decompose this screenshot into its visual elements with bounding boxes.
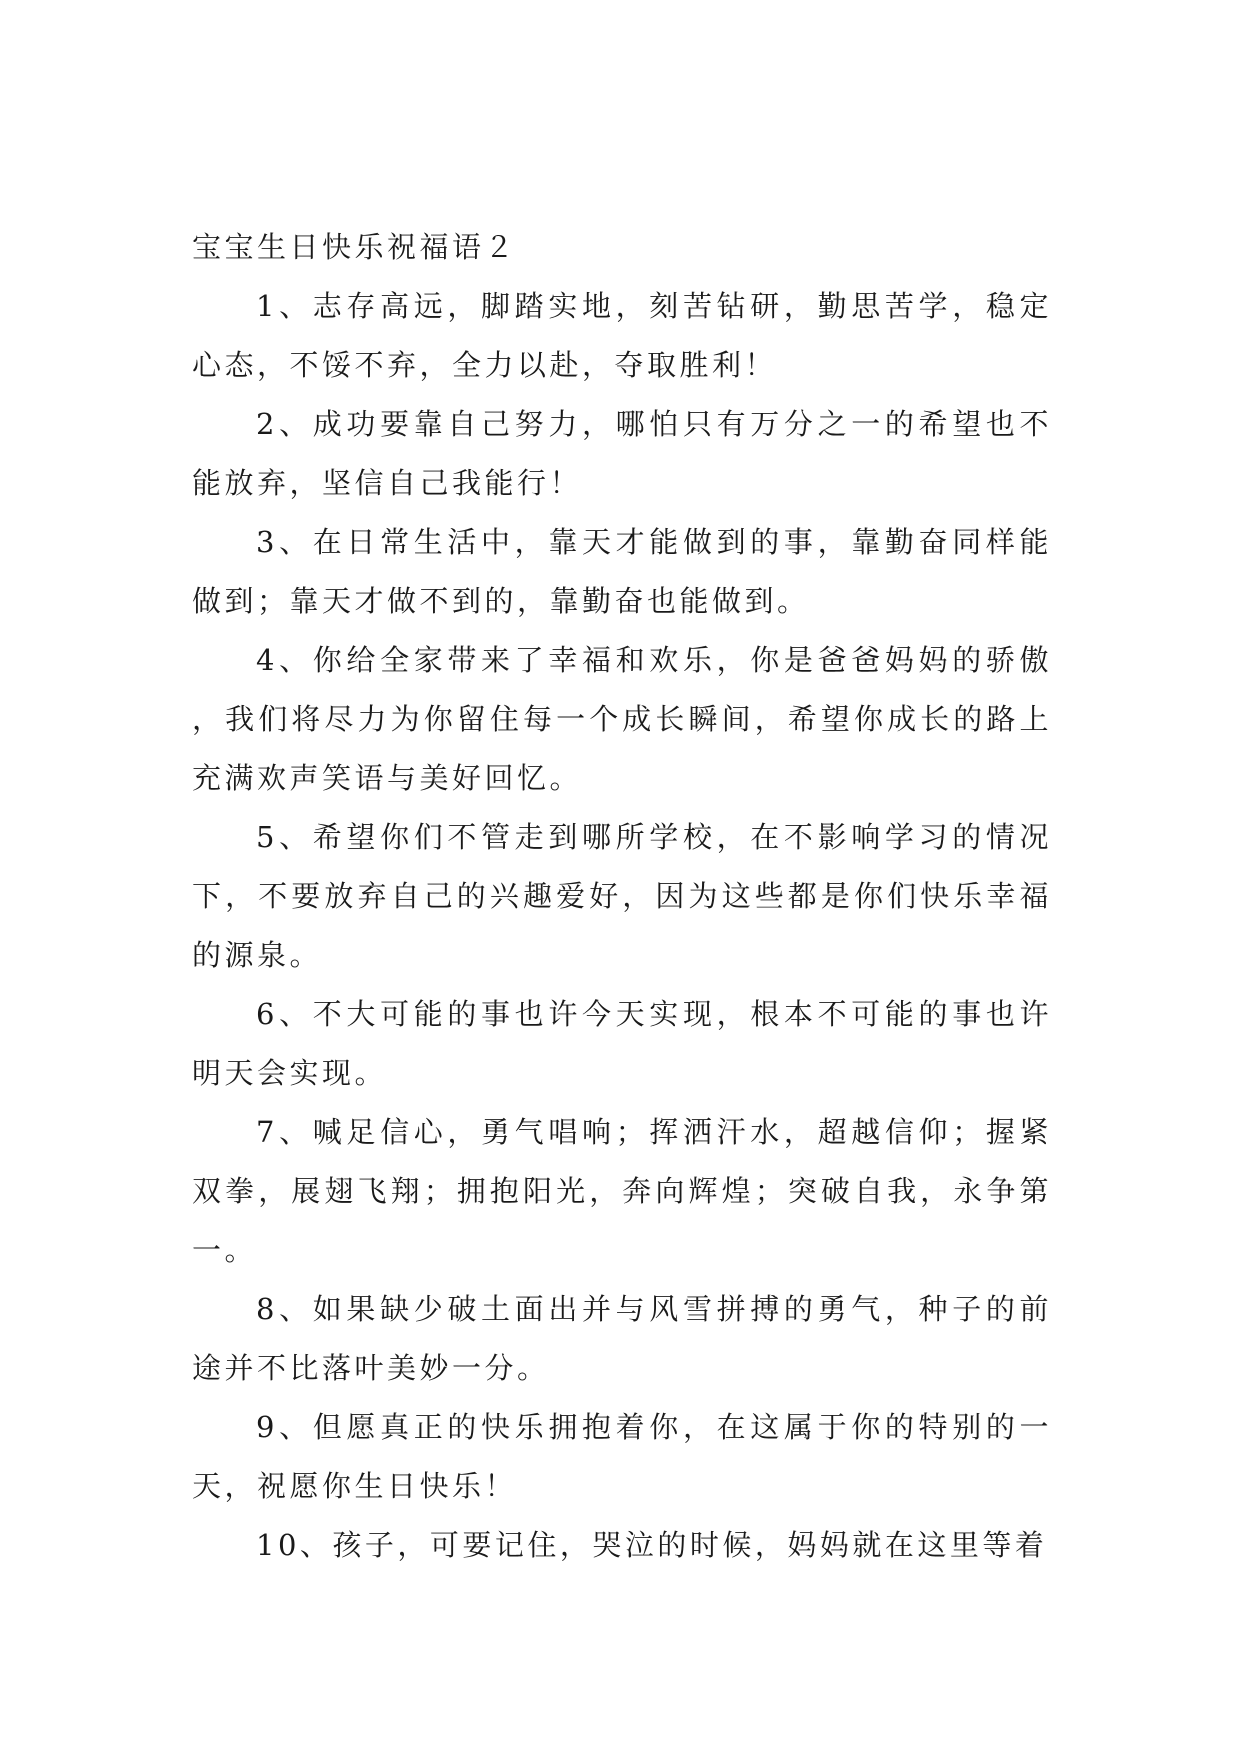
paragraph: 10、孩子，可要记住，哭泣的时候，妈妈就在这里等着: [256, 1528, 1048, 1562]
paragraph: 6、不大可能的事也许今天实现，根本不可能的事也许明天会实现。: [192, 997, 1052, 1090]
paragraph: 8、如果缺少破土面出并与风雪拼搏的勇气，种子的前途并不比落叶美妙一分。: [192, 1292, 1052, 1385]
document-title: 宝宝生日快乐祝福语２: [192, 230, 518, 264]
paragraph: 1、志存高远，脚踏实地，刻苦钻研，勤思苦学，稳定心态，不馁不弃，全力以赴，夺取胜利！: [192, 289, 1052, 382]
paragraph: 7、喊足信心，勇气唱响；挥洒汗水，超越信仰；握紧双拳，展翅飞翔；拥抱阳光，奔向辉煌；突破自我，永争第一。: [192, 1115, 1052, 1267]
paragraph: 4、你给全家带来了幸福和欢乐，你是爸爸妈妈的骄傲，我们将尽力为你留住每一个成长瞬间，希望你成长的路上充满欢声笑语与美好回忆。: [192, 643, 1052, 795]
paragraph: 2、成功要靠自己努力，哪怕只有万分之一的希望也不能放弃，坚信自己我能行！: [192, 407, 1052, 500]
paragraph: 3、在日常生活中，靠天才能做到的事，靠勤奋同样能做到；靠天才做不到的，靠勤奋也能做到。: [192, 525, 1052, 618]
document-body: [192, 218, 1052, 1575]
paragraph: 5、希望你们不管走到哪所学校，在不影响学习的情况下，不要放弃自己的兴趣爱好，因为这些都是你们快乐幸福的源泉。: [192, 820, 1052, 972]
paragraph: 9、但愿真正的快乐拥抱着你，在这属于你的特别的一天，祝愿你生日快乐！: [192, 1410, 1052, 1503]
